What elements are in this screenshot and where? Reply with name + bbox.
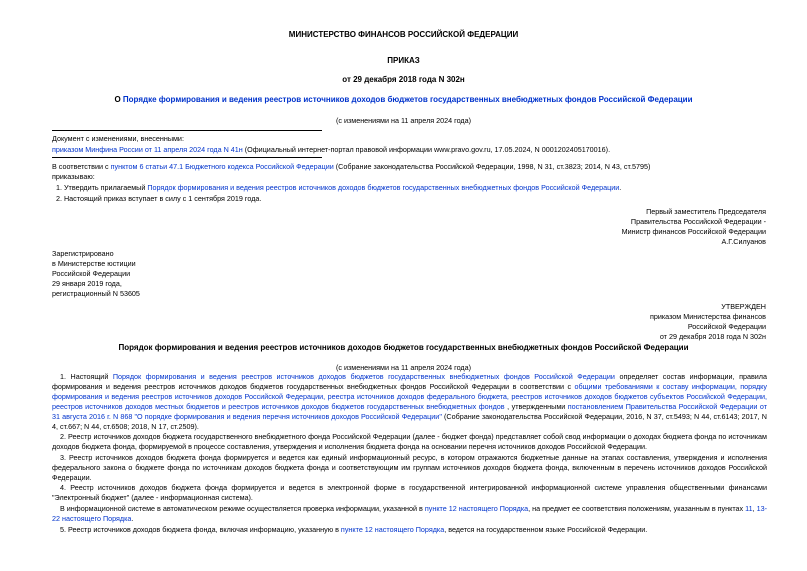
paragraph-1-text-d: (Собрание законодательства Российской Федерации, 2016, N 37, ст.5493; N 44, ст.6143; 2017, N 4, ст.667; N 44, ст.6508; 2018, N 17, ст.2509). <box>52 412 767 431</box>
changes-label: Документ с изменениями, внесенными: <box>52 134 184 143</box>
paragraph-1-text-c: , утвержденными <box>504 402 568 411</box>
procedure-title: Порядок формирования и ведения реестров источников доходов бюджетов государственных внебюджетных фондов Российской Федерации <box>118 343 689 352</box>
paragraph-1-text-a: 1. Настоящий <box>60 372 113 381</box>
paragraph-3: 3. Реестр источников доходов бюджета фонда формируется и ведется как единый информационный ресурс, в котором отражаются бюджетные данные на этапах составления, утверждения и исполнения федерального закона о бюджете фонда по источникам доходов бюджета фонда и соответствующим им группам источников доходов бюджета фонда, включенным в перечень источников доходов Российской Федерации. <box>52 453 767 482</box>
amendment-note: (с изменениями на 11 апреля 2024 года) <box>335 116 472 125</box>
paragraph-4b-text-c: , <box>752 504 757 513</box>
paragraph-4b-link-item12[interactable]: пункте 12 настоящего Порядка <box>424 504 529 513</box>
signature-line-3: Министр финансов Российской Федерации <box>621 227 766 236</box>
divider-top <box>52 130 322 131</box>
doc-type-heading: ПРИКАЗ <box>387 56 420 65</box>
budget-code-link[interactable]: пунктом 6 статьи 47.1 Бюджетного кодекса Российской Федерации <box>110 162 334 171</box>
order-item-1 <box>56 183 621 193</box>
paragraph-4b-link-items13-22[interactable]: 13-22 настоящего Порядка <box>52 504 767 523</box>
paragraph-1-link-procedure[interactable]: Порядок формирования и ведения реестров источников доходов бюджетов государственных внебюджетных фондов Российской Федерации <box>112 372 615 381</box>
registration-line-3: Российской Федерации <box>52 269 131 278</box>
approved-line-2: приказом Министерства финансов <box>649 312 766 321</box>
preamble-text-a: В соответствии с <box>52 162 111 171</box>
changes-source: (Официальный интернет-портал правовой информации www.pravo.gov.ru, 17.05.2024, N 0001202405170016). <box>242 145 611 154</box>
approved-line-3: Российской Федерации <box>687 322 766 331</box>
paragraph-1-link-resolution[interactable]: постановлением Правительства Российской Федерации от 31 августа 2016 г. N 868 "О порядке формирования и ведения перечня источников доходов Российской Федерации" <box>52 402 767 421</box>
registration-line-2: в Министерстве юстиции <box>52 259 136 268</box>
procedure-link[interactable]: Порядок формирования и ведения реестров источников доходов бюджетов государственных внебюджетных фондов Российской Федерации <box>147 183 620 192</box>
paragraph-4: 4. Реестр источников доходов бюджета фонда формируется и ведется в электронной форме в государственной интегрированной информационной системе управления общественными финансами "Электронный бюджет" (далее - информационная система). <box>52 483 767 502</box>
paragraph-4b <box>52 504 767 524</box>
paragraph-1-link-requirements[interactable]: общими требованиями к составу информации, порядку формирования и ведения реестров источников доходов Российской Федерации, реестра источников доходов федерального бюджета, реестров источников доходов бюджетов субъектов Российской Федерации, реестров источников доходов местных бюджетов и реестров источников доходов бюджетов государственных внебюджетных фондов <box>52 382 767 411</box>
paragraph-4b-text-d: . <box>131 514 134 523</box>
approved-label: УТВЕРЖДЕН <box>721 302 766 311</box>
doc-title-link[interactable]: Порядке формирования и ведения реестров источников доходов бюджетов государственных внебюджетных фондов Российской Федерации <box>122 95 693 104</box>
doc-title-prefix: О <box>114 95 123 104</box>
signature-line-1: Первый заместитель Председателя <box>646 207 766 216</box>
paragraph-5 <box>52 525 767 535</box>
ministry-heading: МИНИСТЕРСТВО ФИНАНСОВ РОССИЙСКОЙ ФЕДЕРАЦИИ <box>288 30 519 39</box>
changes-line <box>52 145 610 155</box>
paragraph-5-text-a: 5. Реестр источников доходов бюджета фонда, включая информацию, указанную в <box>60 525 341 534</box>
approved-line-4: от 29 декабря 2018 года N 302н <box>659 332 766 341</box>
paragraph-5-text-b: , ведется на государственном языке Российской Федерации. <box>444 525 648 534</box>
paragraph-1-text-b: определяет состав информации, правила формирования и ведения реестров источников доходов бюджетов государственных внебюджетных фондов Российской Федерации в соответствии с <box>52 372 767 391</box>
registration-number: регистрационный N 53605 <box>52 289 140 298</box>
paragraph-1 <box>52 372 767 432</box>
paragraph-4b-text-b: , на предмет ее соответствия положениям, указанным в пунктах <box>528 504 746 513</box>
registration-date: 29 января 2019 года, <box>52 279 122 288</box>
preamble-line <box>52 162 650 172</box>
paragraph-2: 2. Реестр источников доходов бюджета государственного внебюджетного фонда Российской Федерации (далее - бюджет фонда) представляет собой свод информации о доходах бюджета фонда по источникам доходов бюджета фонда, формируемой в процессе составления, утверждения и исполнения бюджета фонда на основании перечня источников доходов Российской Федерации. <box>52 432 767 451</box>
order-item-1-text: 1. Утвердить прилагаемый <box>56 183 148 192</box>
preamble-text-b: (Собрание законодательства Российской Федерации, 1998, N 31, ст.3823; 2014, N 43, ст.5795) <box>333 162 651 171</box>
order-item-1-end: . <box>619 183 622 192</box>
paragraph-5-link-item12[interactable]: пункте 12 настоящего Порядка <box>340 525 445 534</box>
paragraph-4b-link-item11[interactable]: 11 <box>745 504 753 513</box>
signature-line-2: Правительства Российской Федерации - <box>630 217 766 226</box>
doc-title <box>0 95 807 105</box>
divider-bottom <box>52 157 322 158</box>
procedure-amendment-note: (с изменениями на 11 апреля 2024 года) <box>335 363 472 372</box>
signature-name: А.Г.Силуанов <box>721 237 766 246</box>
order-item-2: 2. Настоящий приказ вступает в силу с 1 сентября 2019 года. <box>56 194 262 203</box>
changes-link[interactable]: приказом Минфина России от 11 апреля 2024 года N 41н <box>52 145 243 154</box>
doc-date-number: от 29 декабря 2018 года N 302н <box>342 75 465 84</box>
order-word: приказываю: <box>52 172 95 181</box>
paragraph-4b-text-a: В информационной системе в автоматическом режиме осуществляется проверка информации, указанной в <box>60 504 425 513</box>
registration-line-1: Зарегистрировано <box>52 249 114 258</box>
